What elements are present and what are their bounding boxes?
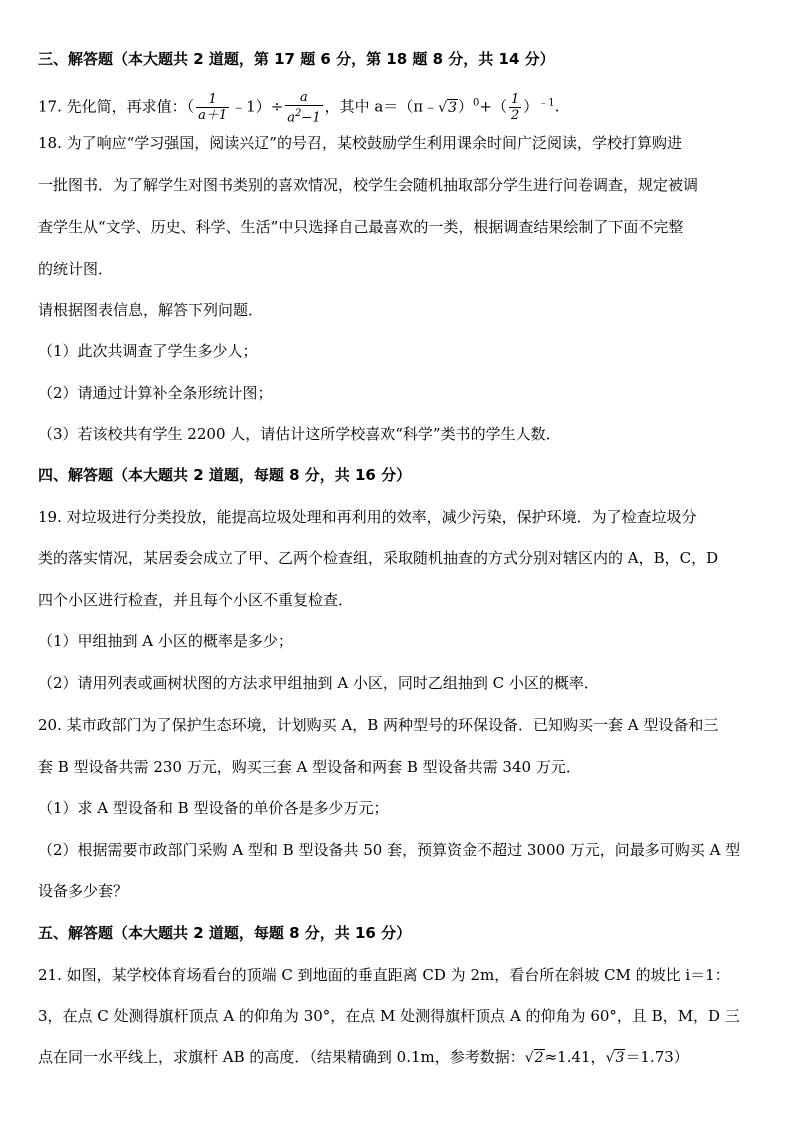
q20-sub-2-line-2: 设备多少套？ <box>38 882 129 900</box>
q21-line-1: 21. 如图，某学校体育场看台的顶端 C 到地面的垂直距离 CD 为 2m，看台所在斜坡 CM 的坡比 i＝1： <box>38 966 730 984</box>
q19-line-1: 19. 对垃圾进行分类投放，能提高垃圾处理和再利用的效率，减少污染，保护环境．为了检查垃圾分 <box>38 508 697 526</box>
q19-sub-1: （1）甲组抽到 A 小区的概率是多少； <box>38 632 293 650</box>
q19-line-2: 类的落实情况，某居委会成立了甲、乙两个检查组，采取随机抽查的方式分别对辖区内的 A，B，C，D <box>38 549 719 567</box>
q21-sqrt-3: √3 <box>605 1050 625 1066</box>
q18-line-2: 一批图书．为了解学生对图书类别的喜欢情况，校学生会随机抽取部分学生进行问卷调查，规定被调 <box>38 176 699 194</box>
q21-line-3: 点在同一水平线上，求旗杆 AB 的高度．（结果精确到 0.1m，参考数据：√2≈1.41，√3＝1.73） <box>38 1048 689 1066</box>
q19-sub-2: （2）请用列表或画树状图的方法求甲组抽到 A 小区，同时乙组抽到 C 小区的概率． <box>38 674 599 692</box>
q20-sub-1: （1）求 A 型设备和 B 型设备的单价各是多少万元； <box>38 799 389 817</box>
q18-prompt: 请根据图表信息，解答下列问题． <box>38 301 264 319</box>
section-5-heading: 五、解答题（本大题共 2 道题，每题 8 分，共 16 分） <box>38 924 412 942</box>
q18-sub-2: （2）请通过计算补全条形统计图； <box>38 384 273 402</box>
q17-fraction-1: $\frac{1}{a+1}$ <box>198 92 228 124</box>
q18-line-1: 18. 为了响应“学习强国，阅读兴辽”的号召，某校鼓励学生利用课余时间广泛阅读，学校打算购进 <box>38 134 682 152</box>
q20-line-2: 套 B 型设备共需 230 万元，购买三套 A 型设备和两套 B 型设备共需 340 万元． <box>38 758 581 776</box>
q20-sub-2-line-1: （2）根据需要市政部门采购 A 型和 B 型设备共 50 套，预算资金不超过 3000 万元，问最多可购买 A 型 <box>38 841 741 859</box>
q18-line-3: 查学生从“文学、历史、科学、生活”中只选择自己最喜欢的一类，根据调查结果绘制了下面不完整 <box>38 218 684 236</box>
q17-fraction-2: $\frac{a}{a^2-1}$ <box>287 90 321 126</box>
q19-line-3: 四个小区进行检查，并且每个小区不重复检查． <box>38 591 354 609</box>
q17-lead: 17. 先化简，再求值：（ <box>38 97 195 116</box>
q21-sqrt-2: √2 <box>524 1050 544 1066</box>
q18-line-4: 的统计图． <box>38 260 114 278</box>
question-17: 17. 先化简，再求值：（ $\frac{1}{a+1}$ ﹣1）÷ $\frac{a}{a^2-1}$ ，其中 a＝（π﹣√3）$^0$+（ $\frac{1}{2}$ ）$^{﹣1}$. <box>38 90 560 126</box>
q17-fraction-3: $\frac{1}{2}$ <box>510 92 520 124</box>
section-3-heading: 三、解答题（本大题共 2 道题，第 17 题 6 分，第 18 题 8 分，共 14 分） <box>38 50 555 68</box>
q21-line-2: 3，在点 C 处测得旗杆顶点 A 的仰角为 30°，在点 M 处测得旗杆顶点 A 的仰角为 60°，且 B，M，D 三 <box>38 1007 740 1025</box>
q18-sub-3: （3）若该校共有学生 2200 人，请估计这所学校喜欢“科学”类书的学生人数． <box>38 425 561 443</box>
q18-sub-1: （1）此次共调查了学生多少人； <box>38 342 258 360</box>
section-4-heading: 四、解答题（本大题共 2 道题，每题 8 分，共 16 分） <box>38 466 412 484</box>
q20-line-1: 20. 某市政部门为了保护生态环境，计划购买 A，B 两种型号的环保设备．已知购买一套 A 型设备和三 <box>38 716 719 734</box>
q17-sqrt-3: √3 <box>438 99 458 116</box>
